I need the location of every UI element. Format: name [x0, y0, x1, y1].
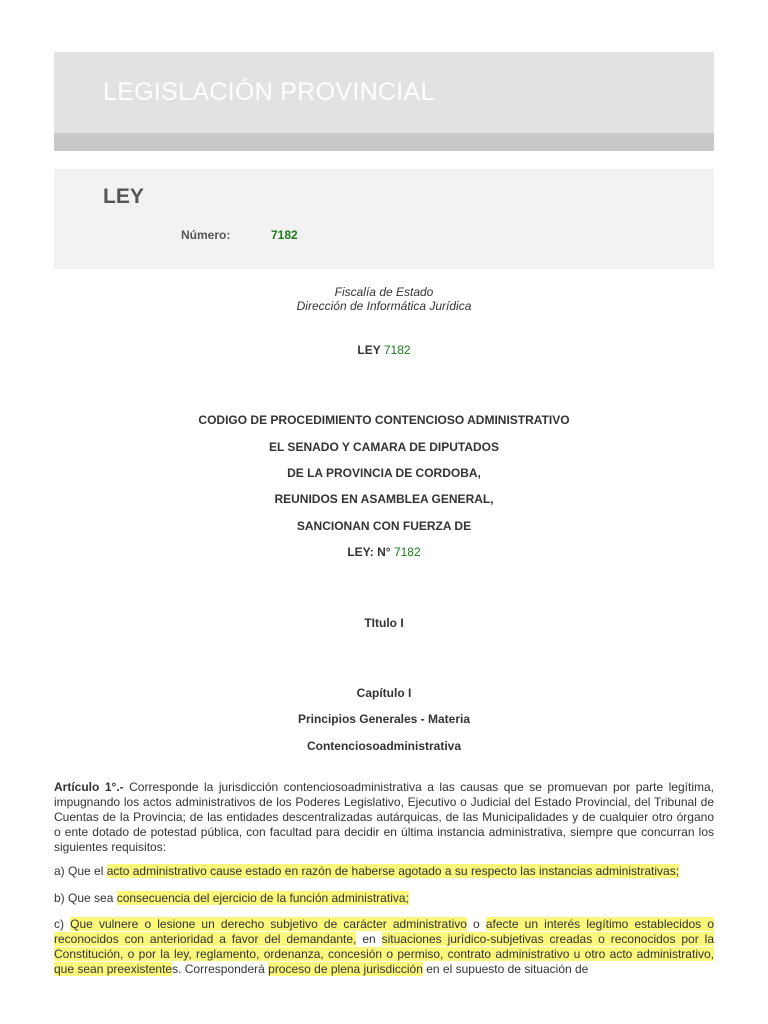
code-title: CODIGO DE PROCEDIMIENTO CONTENCIOSO ADMINISTRATIVO — [198, 413, 570, 427]
law-reference-prefix: LEY — [357, 343, 381, 357]
numero-label: Número: — [181, 228, 231, 242]
item-a-highlight: acto administrativo cause estado en razón de haberse agotado a su respecto las instancias administrativas; — [106, 864, 680, 878]
item-c-highlight-2: afecte un interés legítimo establecidos o reconocidos con anterioridad a favor del demandante, — [54, 917, 714, 946]
law-reference — [54, 343, 714, 357]
item-b-highlight: consecuencia del ejercicio de la función administrativa; — [116, 891, 409, 905]
numero-value: 7182 — [271, 228, 298, 242]
ley-info-box — [54, 169, 714, 269]
item-c-prefix: c) — [54, 917, 71, 931]
titulo-heading: TItulo I — [364, 616, 404, 630]
preamble-line-1: EL SENADO Y CAMARA DE DIPUTADOS — [268, 440, 500, 454]
item-c — [54, 917, 714, 977]
item-c-text-4: en el supuesto de situación de — [422, 962, 589, 976]
item-c-highlight-1: Que vulnere o lesione un derecho subjetivo de carácter administrativo — [70, 917, 467, 931]
source-line-1: Fiscalía de Estado — [334, 285, 434, 299]
preamble-line-4: SANCIONAN CON FUERZA DE — [296, 519, 472, 533]
preamble-ley-number — [54, 545, 714, 559]
item-b — [54, 891, 714, 906]
capitulo-heading: Capítulo I — [356, 686, 412, 700]
preamble-ley-prefix: LEY: N° — [347, 545, 391, 559]
articulo-1-text: Corresponde la jurisdicción contenciosoadministrativa a las causas que se promuevan por parte legítima, impugnando los actos administrativos de los Poderes Legislativo, Ejecutivo o Judicial del Estado Provincial, del Tribunal de Cuentas de la Provincia; de las entidades descentralizadas autárquicas, de las Municipalidades y de cualquier otro órgano o ente dotado de potestad pública, con facultad para decidir en última instancia administrativa, siempre que concurran los siguientes requisitos: — [54, 780, 714, 854]
articulo-1 — [54, 780, 714, 855]
item-c-highlight-3: situaciones jurídico-subjetivas creadas o reconocidos por la Constitución, o por la ley, reglamento, ordenanza, concesión o permiso, contrato administrativo u otro acto administrativo, que sean preexistente — [54, 932, 714, 976]
header-banner — [54, 52, 714, 133]
item-c-highlight-4: proceso de plena jurisdicción — [268, 962, 423, 976]
capitulo-subtitle-2: Contenciosoadministrativa — [306, 739, 462, 753]
item-a-prefix: a) Que el — [54, 864, 107, 878]
capitulo-subtitle-1: Principios Generales - Materia — [297, 712, 471, 726]
preamble-line-3: REUNIDOS EN ASAMBLEA GENERAL, — [274, 492, 494, 506]
item-c-text-1: o — [466, 917, 486, 931]
preamble-ley-value: 7182 — [393, 545, 421, 559]
articulo-1-label: Artículo 1°.- — [54, 780, 124, 794]
item-c-text-2: en — [356, 932, 382, 946]
item-c-text-3: s. Corresponderá — [172, 962, 269, 976]
banner-divider — [54, 133, 714, 151]
item-b-prefix: b) Que sea — [54, 891, 117, 905]
law-reference-number: 7182 — [383, 343, 411, 357]
item-a — [54, 864, 714, 879]
preamble-line-2: DE LA PROVINCIA DE CORDOBA, — [287, 466, 481, 480]
source-line-2: Dirección de Informática Jurídica — [296, 299, 472, 313]
ley-heading: LEY — [103, 185, 144, 208]
page-title: LEGISLACIÓN PROVINCIAL — [103, 78, 435, 106]
